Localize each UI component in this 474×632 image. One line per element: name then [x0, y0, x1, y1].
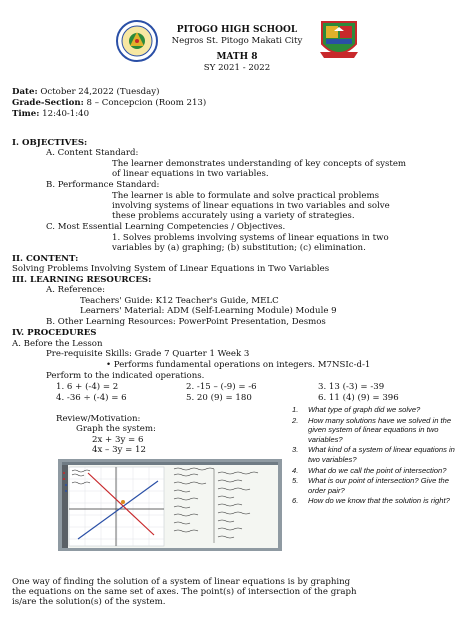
teachers-guide: Teachers' Guide: K12 Teacher's Guide, MELC — [80, 296, 279, 306]
review-label: Review/Motivation: — [56, 414, 141, 424]
content-standard-text-1: The learner demonstrates understanding of key concepts of system — [112, 159, 407, 169]
graph-instruction: Graph the system: — [76, 424, 156, 434]
before-lesson-label: A. Before the Lesson — [12, 339, 103, 349]
time-line: Time: 12:40-1:40 — [12, 109, 90, 119]
performance-standard-label: B. Performance Standard: — [46, 180, 160, 190]
performance-standard-text-3: these problems accurately using a variety of strategies. — [112, 211, 355, 221]
grade-section-line: Grade-Section: 8 – Concepcion (Room 213) — [12, 98, 207, 108]
melc-label: C. Most Essential Learning Competencies / Objectives. — [46, 222, 286, 232]
paragraph-line-2: the equations on the same set of axes. The point(s) of intersection of the graph — [12, 587, 357, 597]
performance-standard-text-1: The learner is able to formulate and solve practical problems — [112, 191, 380, 201]
question-5: 5. What is our point of intersection? Give the order pair? — [292, 476, 449, 495]
content-standard-label: A. Content Standard: — [46, 148, 139, 158]
objectives-heading: I. OBJECTIVES: — [12, 138, 88, 148]
operation-6: 6. 11 (4) (9) = 396 — [318, 393, 399, 403]
question-3: 3. What kind of a system of linear equations in two variables? — [292, 445, 455, 464]
content-standard-text-2: of linear equations in two variables. — [112, 169, 269, 179]
perform-instruction: Perform to the indicated operations. — [46, 371, 205, 381]
resources-heading: III. LEARNING RESOURCES: — [12, 275, 152, 285]
operation-2: 2. -15 – (-9) = -6 — [186, 382, 257, 392]
school-address: Negros St. Pitogo Makati City — [171, 36, 303, 46]
question-6: 6. How do we know that the solution is right? — [292, 496, 450, 506]
question-1: 1. What type of graph did we solve? — [292, 405, 421, 414]
content-heading: II. CONTENT: — [12, 254, 79, 264]
operation-5: 5. 20 (9) = 180 — [186, 393, 252, 403]
paragraph-line-3: is/are the solution(s) of the system. — [12, 597, 166, 607]
prerequisite-bullet: • Performs fundamental operations on integers. M7NSIc-d-1 — [106, 360, 371, 370]
school-name: PITOGO HIGH SCHOOL — [176, 25, 298, 35]
prerequisite-skills: Pre-requisite Skills: Grade 7 Quarter 1 Week 3 — [46, 349, 250, 359]
school-year: SY 2021 - 2022 — [203, 63, 271, 73]
operation-4: 4. -36 ÷ (-4) = 6 — [56, 393, 127, 403]
subject-title: MATH 8 — [216, 52, 258, 62]
melc-text-1: 1. Solves problems involving systems of linear equations in two — [112, 233, 389, 243]
question-4: 4. What do we call the point of intersection? — [292, 465, 447, 475]
equation-1: 2x + 3y = 6 — [92, 435, 144, 445]
question-2: 2. How many solutions have we solved in the given system of linear equations in two variables? — [292, 415, 452, 444]
learners-material: Learners' Material: ADM (Self-Learning Module) Module 9 — [80, 306, 337, 316]
equation-2: 4x – 3y = 12 — [92, 445, 146, 455]
operation-3: 3. 13 (-3) = -39 — [318, 382, 385, 392]
performance-standard-text-2: involving systems of linear equations in two variables and solve — [112, 201, 390, 211]
operation-1: 1. 6 + (-4) = 2 — [56, 382, 119, 392]
content-text: Solving Problems Involving System of Linear Equations in Two Variables — [12, 264, 330, 274]
melc-text-2: variables by (a) graphing; (b) substitution; (c) elimination. — [112, 243, 366, 253]
date-line: Date: October 24,2022 (Tuesday) — [12, 87, 160, 97]
other-resources: B. Other Learning Resources: PowerPoint Presentation, Desmos — [46, 317, 326, 327]
whiteboard-photo — [58, 459, 282, 551]
question-list — [292, 405, 468, 506]
paragraph-line-1: One way of finding the solution of a system of linear equations is by graphing — [12, 577, 351, 587]
procedures-heading: IV. PROCEDURES — [12, 328, 97, 338]
reference-label: A. Reference: — [46, 285, 106, 295]
